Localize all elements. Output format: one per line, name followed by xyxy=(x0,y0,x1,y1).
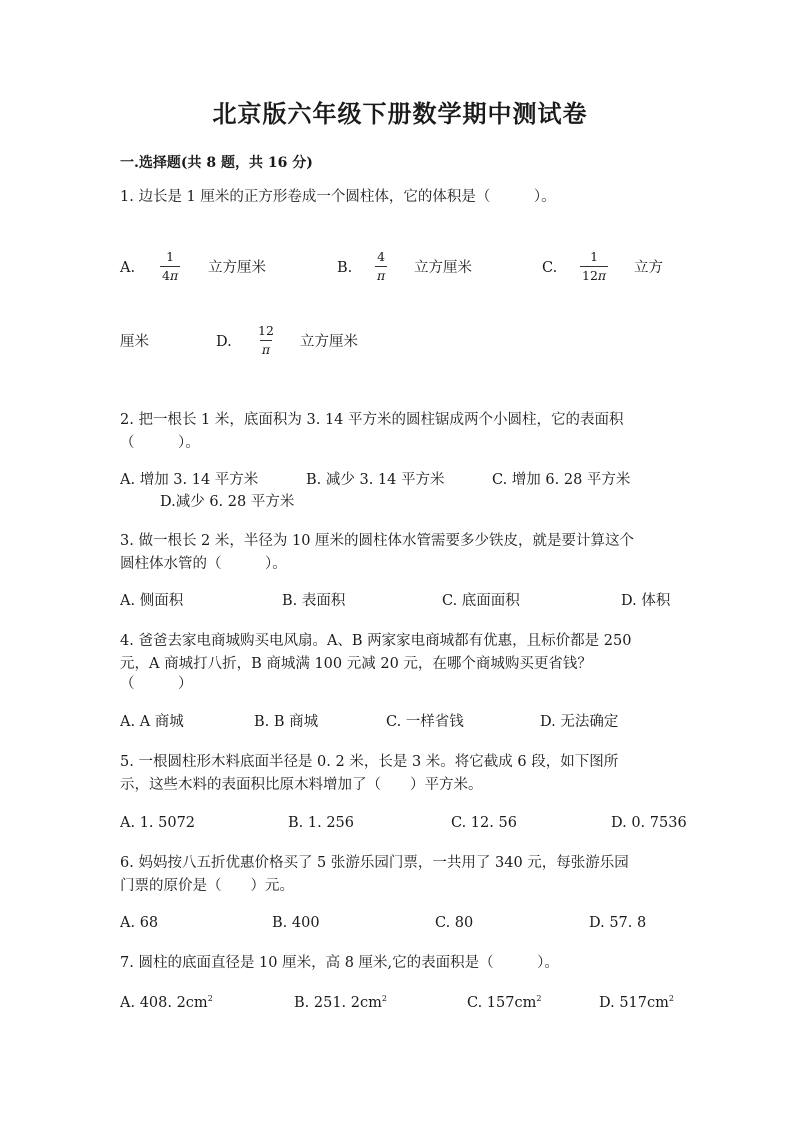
q1-option-c-label: C. xyxy=(542,260,558,276)
q1-option-a-fraction xyxy=(160,250,180,283)
q6-option-d: D. 57. 8 xyxy=(589,915,647,931)
q1-option-b-unit: 立方厘米 xyxy=(414,260,472,276)
q5-option-d: D. 0. 7536 xyxy=(611,815,687,831)
fraction-denominator: π xyxy=(377,268,386,283)
q5-option-b: B. 1. 256 xyxy=(288,815,354,831)
question-6-stem-line-1: 6. 妈妈按八五折优惠价格买了 5 张游乐园门票，一共用了 340 元，每张游乐园 xyxy=(120,855,629,871)
fraction-numerator: 1 xyxy=(590,249,599,264)
q1-option-c-unit-continued: 厘米 xyxy=(120,334,149,350)
q2-option-c: C. 增加 6. 28 平方米 xyxy=(492,472,631,488)
q1-option-b-label: B. xyxy=(337,260,353,276)
q1-option-d-fraction xyxy=(256,324,276,357)
q3-option-a: A. 侧面积 xyxy=(120,593,184,609)
q7-option-a: A. 408. $2cm^2$ xyxy=(120,994,213,1011)
q7-option-d: D. $517cm^2$ xyxy=(599,994,674,1011)
q7-option-c: C. $157cm^2$ xyxy=(467,994,542,1011)
q6-option-a: A. 68 xyxy=(120,915,159,931)
question-3-stem-line-1: 3. 做一根长 2 米，半径为 10 厘米的圆柱体水管需要多少铁皮，就是要计算这个 xyxy=(120,533,635,549)
section-heading: 一.选择题(共 8 题，共 16 分) xyxy=(120,155,313,171)
q5-option-a: A. 1. 5072 xyxy=(120,815,196,831)
fraction-denominator: π xyxy=(261,342,271,357)
q1-option-a-label: A. xyxy=(120,260,136,276)
q2-option-b: B. 减少 3. 14 平方米 xyxy=(306,472,445,488)
q1-option-d-label: D. xyxy=(216,334,232,350)
question-4-stem-line-3: （ ） xyxy=(120,676,193,692)
q1-option-a-unit: 立方厘米 xyxy=(208,260,266,276)
q6-option-b: B. 400 xyxy=(272,915,320,931)
question-2-stem-line-1: 2. 把一根长 1 米，底面积为 3. 14 平方米的圆柱锯成两个小圆柱，它的表面积 xyxy=(120,412,624,428)
q7-option-b: B. 251. $2cm^2$ xyxy=(294,994,387,1011)
q1-option-c-unit: 立方 xyxy=(634,260,663,276)
question-6-stem-line-2: 门票的原价是（ ）元。 xyxy=(120,878,294,894)
q3-option-d: D. 体积 xyxy=(621,593,671,609)
q5-option-c: C. 12. 56 xyxy=(451,815,517,831)
q2-option-d: D.减少 6. 28 平方米 xyxy=(160,494,295,510)
q1-option-c-fraction xyxy=(580,250,608,283)
page-title: 北京版六年级下册数学期中测试卷 xyxy=(212,99,588,128)
q4-option-a: A. A 商城 xyxy=(120,714,184,730)
fraction-numerator: 12 xyxy=(258,323,274,338)
q6-option-c: C. 80 xyxy=(435,915,474,931)
q3-option-c: C. 底面面积 xyxy=(442,593,520,609)
question-1-stem: 1. 边长是 1 厘米的正方形卷成一个圆柱体，它的体积是（ ）。 xyxy=(120,189,556,205)
question-2-stem-line-2: （ ）。 xyxy=(120,435,200,451)
question-4-stem-line-2: 元，A 商城打八折，B 商城满 100 元减 20 元，在哪个商城购买更省钱？ xyxy=(120,656,592,672)
q3-option-b: B. 表面积 xyxy=(282,593,346,609)
question-5-stem-line-2: 示，这些木料的表面积比原木料增加了（ ）平方米。 xyxy=(120,777,483,793)
question-3-stem-line-2: 圆柱体水管的（ ）。 xyxy=(120,556,287,572)
fraction-denominator: 4π xyxy=(162,268,179,283)
q2-option-a: A. 增加 3. 14 平方米 xyxy=(120,472,259,488)
q1-option-b-fraction xyxy=(375,250,387,283)
fraction-numerator: 4 xyxy=(377,249,386,264)
question-4-stem-line-1: 4. 爸爸去家电商城购买电风扇。A、B 两家家电商城都有优惠，且标价都是 250 xyxy=(120,633,632,649)
q4-option-d: D. 无法确定 xyxy=(540,714,619,730)
q4-option-c: C. 一样省钱 xyxy=(386,714,464,730)
question-5-stem-line-1: 5. 一根圆柱形木料底面半径是 0. 2 米，长是 3 米。将它截成 6 段，如下图所 xyxy=(120,754,619,770)
q1-option-d-unit: 立方厘米 xyxy=(300,334,358,350)
fraction-denominator: 12π xyxy=(582,268,607,283)
fraction-numerator: 1 xyxy=(166,249,175,264)
question-7-stem: 7. 圆柱的底面直径是 10 厘米，高 8 厘米,它的表面积是（ ）。 xyxy=(120,955,559,971)
q4-option-b: B. B 商城 xyxy=(254,714,319,730)
